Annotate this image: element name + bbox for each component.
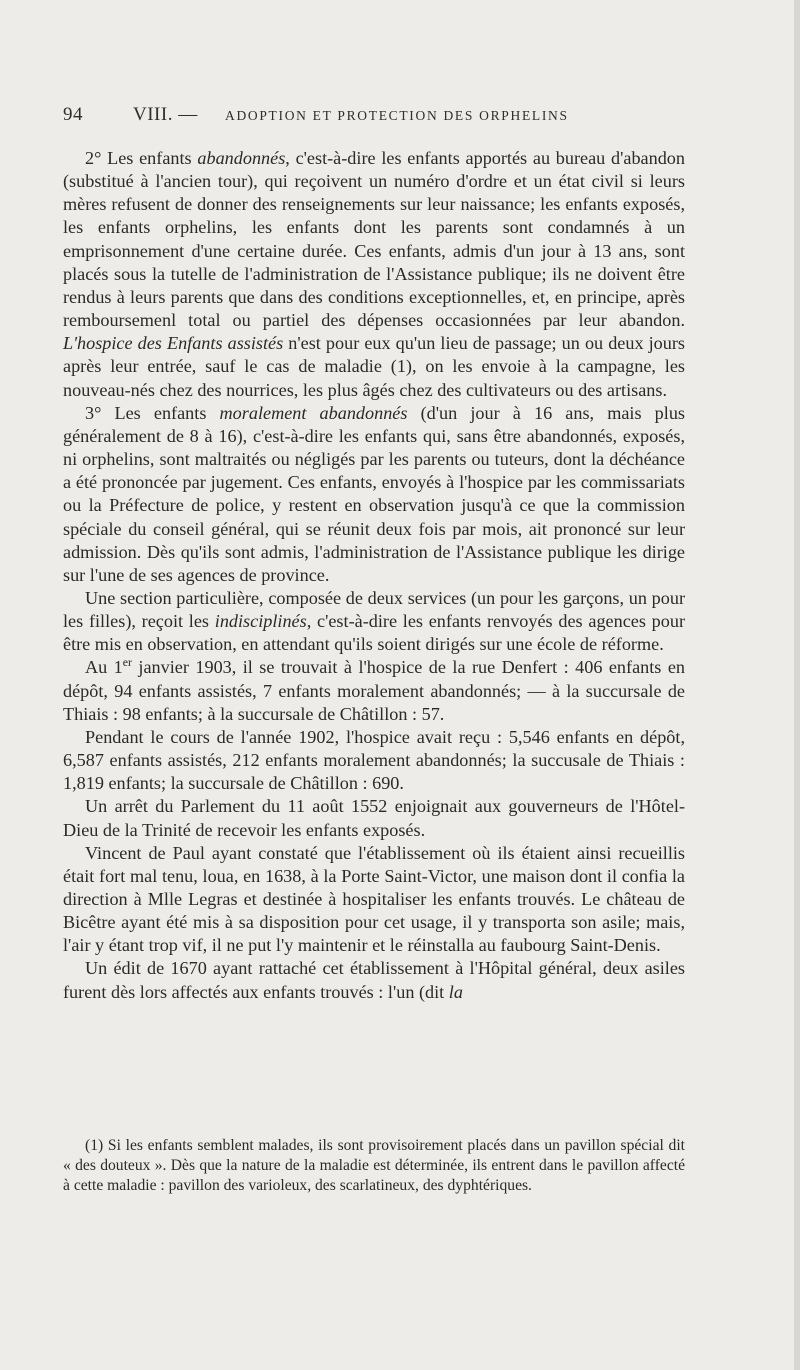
emphasis-abandonnes: abandonnés — [197, 148, 286, 168]
emphasis-moralement-abandonnes: moralement abandonnés — [219, 402, 408, 423]
emphasis-indisciplines: indisciplinés — [214, 611, 307, 632]
page-number: 94 — [63, 104, 83, 125]
paragraph-year-1902: Pendant le cours de l'année 1902, l'hospice avait reçu : 5,546 enfants en dépôt, 6,587 enfants assistés, 212 enfants moralement abandonnés; la succusale de Thiais : 1,819 enfants; la succursale de Châtillon : 690. — [63, 726, 685, 794]
paragraph-special-section: Une section particulière, composée de deux services (un pour les garçons, un pour les filles), reçoit les indisciplinés, c'est-à-dire les enfants renvoyés des agences pour être mis en observation, en attendant qu'ils soient dirigés sur une école de réforme. — [63, 587, 686, 655]
paragraph-vincent-de-paul: Vincent de Paul ayant constaté que l'établissement où ils étaient ainsi recueillis était fort mal tenu, loua, en 1638, à la Porte Saint-Victor, une maison dont il confia la direction à Mlle Legras et destinée à hospitaliser les enfants trouvés. Le château de Bicêtre ayant été mis à sa disposition pour cet usage, il y transporta son asile; mais, l'air y étant trop vif, il ne put l'y maintenir et le réinstalla au faubourg Saint-Denis. — [63, 842, 685, 956]
running-title: ADOPTION ET PROTECTION DES ORPHELINS — [225, 108, 569, 123]
paragraph-abandoned-children: 2° Les enfants abandonnés, c'est-à-dire les enfants apportés au bureau d'abandon (substitué à l'ancien tour), qui reçoivent un numéro d'ordre et un état civil si leurs mères refusent de donner des renseignements sur leur naissance; les enfants exposés, les enfants orphelins, les enfants dont les parents sont condamnés à un emprisonnement d'une certaine durée. Ces enfants, admis d'un jour à 13 ans, sont placés sous la tutelle de l'administration de l'Assistance publique; ils ne doivent être rendus à leurs parents que dans des conditions exceptionnelles, et, en principe, après remboursemenl total ou partiel des dépenses occasionnées par leur abandon. L'hospice des Enfants assistés n'est pour eux qu'un lieu de passage; un ou deux jours après leur entrée, sauf le cas de maladie (1), on les envoie à la campagne, les nouveau-nés chez des nourrices, les plus âgés chez des cultivateurs ou des artisans. — [63, 148, 686, 400]
page-header — [63, 104, 723, 134]
paragraph-morally-abandoned: 3° Les enfants moralement abandonnés (d'un jour à 16 ans, mais plus généralement de 8 à 16), c'est-à-dire les enfants qui, sans être abandonnés, exposés, ni orphelins, sont maltraités ou négligés par les parents ou tuteurs, dont la déchéance a été prononcée par jugement. Ces enfants, envoyés à l'hospice par les commissariats ou la Préfecture de police, y restent en observation jusqu'à ce que la commission spéciale du conseil général, qui se réunit deux fois par mois, ait prononcé sur leur admission. Dès qu'ils sont admis, l'administration de l'Assistance publique les dirige sur l'une de ses agences de province. — [63, 402, 686, 585]
body-text — [63, 147, 685, 1004]
emphasis-hospice: L'hospice des Enfants assistés — [63, 333, 284, 354]
footnote — [63, 1136, 685, 1196]
paragraph-edict-1670: Un édit de 1670 ayant rattaché cet établissement à l'Hôpital général, deux asiles furent dès lors affectés aux enfants trouvés : l'un (dit la — [63, 958, 685, 1002]
chapter-number: VIII. — — [133, 104, 198, 125]
paragraph-january-1903: Au 1er janvier 1903, il se trouvait à l'hospice de la rue Denfert : 406 enfants en dépôt, 94 enfants assistés, 7 enfants moralement abandonnés; — à la succursale de Thiais : 98 enfants; à la succursale de Châtillon : 57. — [63, 655, 685, 724]
paragraph-parliament-1552: Un arrêt du Parlement du 11 août 1552 enjoignait aux gouverneurs de l'Hôtel-Dieu de la Trinité de recevoir les enfants exposés. — [63, 796, 685, 840]
footnote-text: (1) Si les enfants semblent malades, ils sont provisoirement placés dans un pavillon spécial dit « des douteux ». Dès que la nature de la maladie est déterminée, ils entrent dans le pavillon affecté à cette maladie : pavillon des varioleux, des scarlatineux, des dyphtériques. — [63, 1137, 685, 1194]
